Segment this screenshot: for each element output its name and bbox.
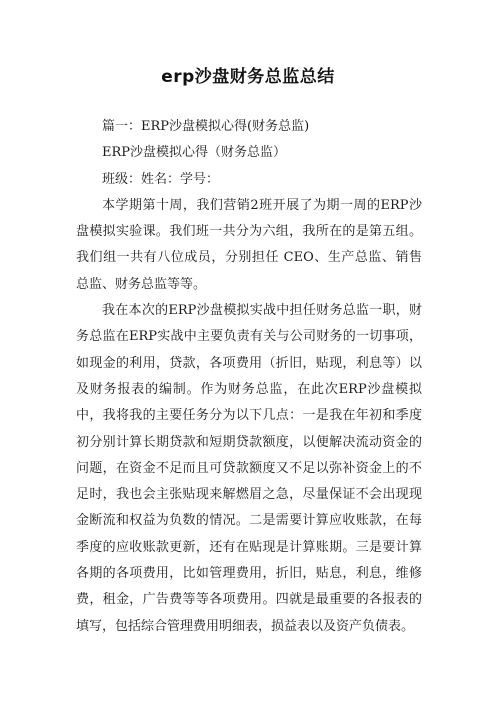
- paragraph-role-duties: 我在本次的ERP沙盘模拟实战中担任财务总监一职，财务总监在ERP实战中主要负责有关与公司财务的一切事项，如现金的利用，贷款，各项费用（折旧，贴现，利息等）以及财务报表的编制。作为财务总监，在此次ERP沙盘模拟中，我将我的主要任务分为以下几点：一是我在年初和季度初分别计算长期贷款和短期贷款额度，以便解决流动资金的问题，在资金不足而且可贷款额度又不足以弥补资金上的不足时，我也会主张贴现来解燃眉之急，尽量保证不会出现现金断流和权益为负数的情况。二是需要计算应收账款，在每季度的应收账款更新，还有在贴现是计算账期。三是要计算各期的各项费用，比如管理费用，折旧，贴息，利息，维修费，租金，广告费等等各项费用。四就是最重要的各报表的填写，包括综合管理费用明细表，损益表以及资产负债表。: [76, 303, 422, 634]
- paragraph-subtitle: ERP沙盘模拟心得（财务总监）: [102, 145, 287, 161]
- paragraph-student-info: 班级：姓名：学号：: [102, 171, 220, 187]
- document-title: erp沙盘财务总监总结: [161, 67, 335, 87]
- paragraph-heading-1: 篇一：ERP沙盘模拟心得(财务总监): [102, 119, 310, 134]
- paragraph-intro: 本学期第十周，我们营销2班开展了为期一周的ERP沙盘模拟实验课。我们班一共分为六组，我所在的是第五组。我们组一共有八位成员，分别担任 CEO、生产总监、销售总监、财务总监等等。: [76, 197, 422, 292]
- document-body: [76, 114, 422, 640]
